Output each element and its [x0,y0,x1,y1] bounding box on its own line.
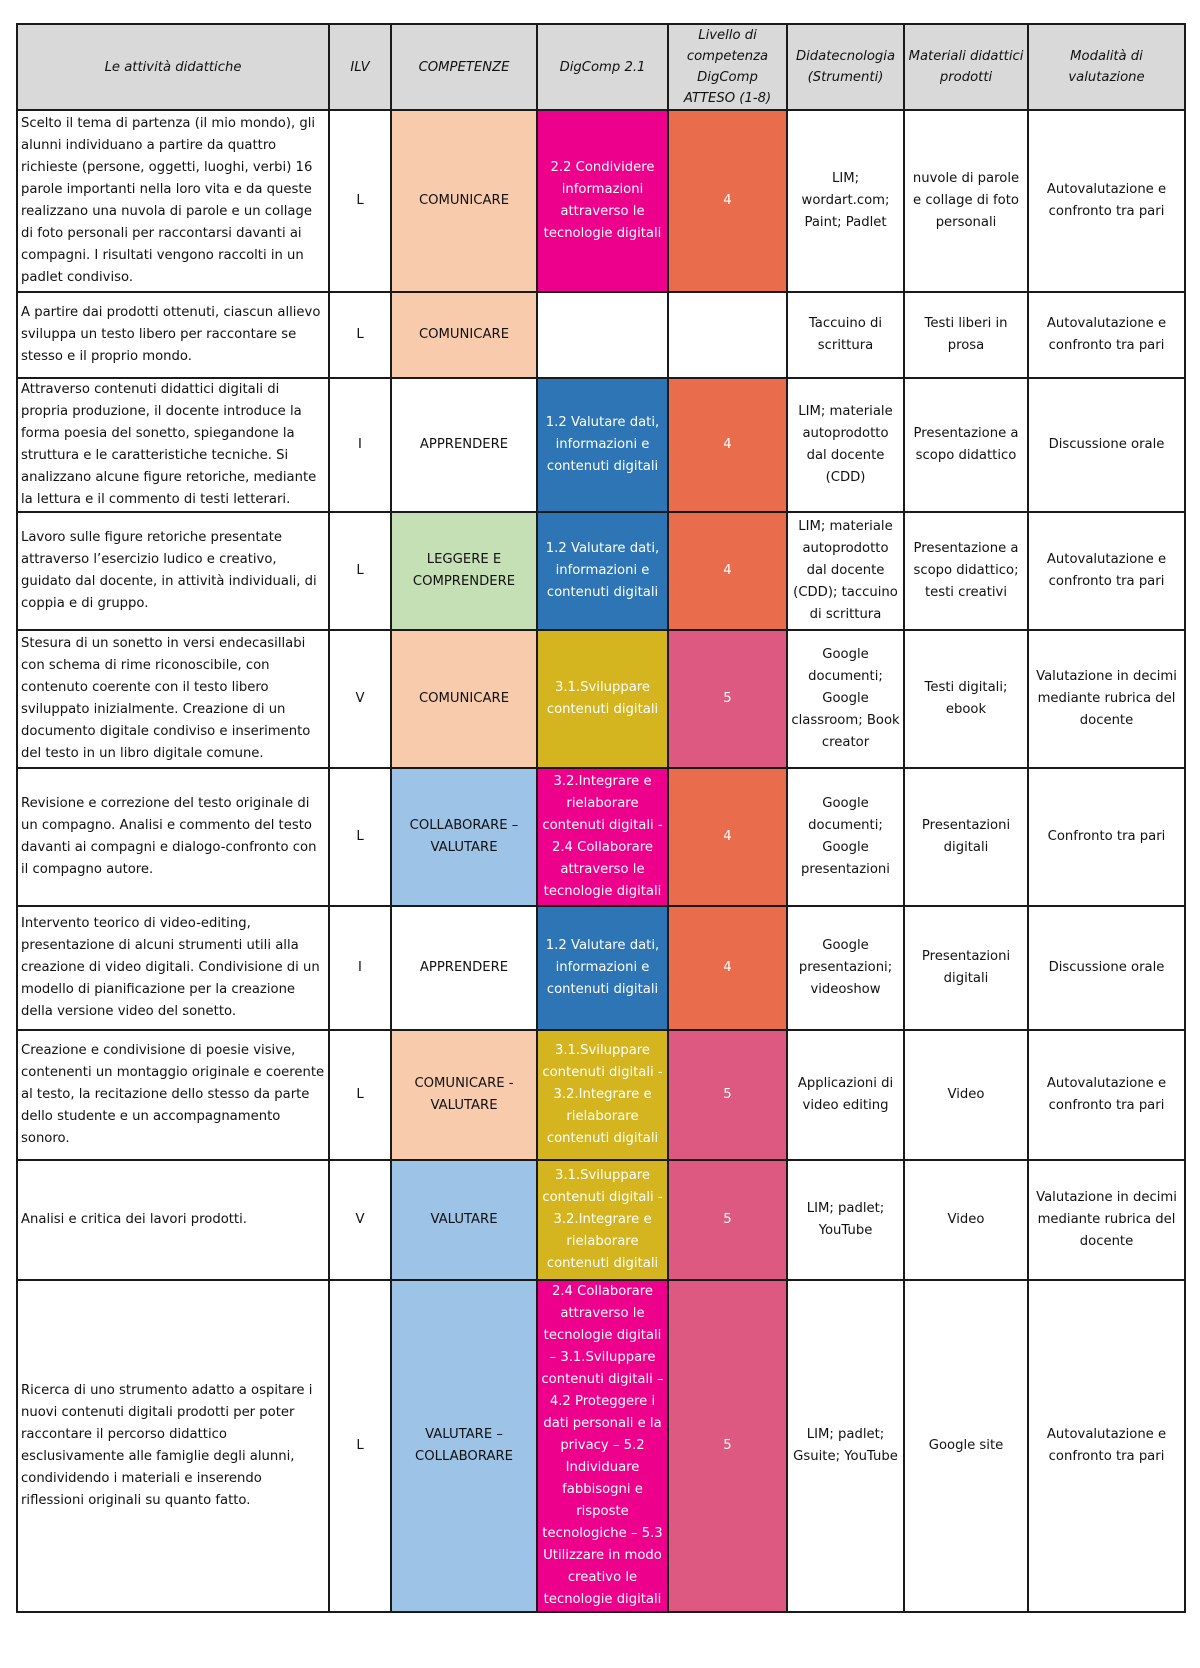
tech-cell: Google presentazioni; videoshow [787,906,904,1030]
activity-cell: Intervento teorico di video-editing, presentazione di alcuni strumenti utili alla creazione di video digitali. Condivisione di un modello di pianificazione per la creazione della versione video del sonetto. [17,906,329,1030]
activity-cell: Lavoro sulle figure retoriche presentate attraverso l’esercizio ludico e creativo, guidato dal docente, in attività individuali, di coppia e di gruppo. [17,512,329,630]
table-row [17,1280,1185,1612]
level-cell [668,292,787,378]
assessment-cell: Autovalutazione e confronto tra pari [1028,1280,1185,1612]
ilv-cell: L [329,110,391,292]
materials-cell: nuvole di parole e collage di foto personali [904,110,1028,292]
activity-cell: Attraverso contenuti didattici digitali di propria produzione, il docente introduce la forma poesia del sonetto, spiegandone la struttura e le caratteristiche tecniche. Si analizzano alcune figure retoriche, mediante la lettura e il commento di testi letterari. [17,378,329,512]
header-digcomp: DigComp 2.1 [537,24,668,110]
level-cell: 4 [668,512,787,630]
table-row [17,110,1185,292]
digcomp-cell [537,292,668,378]
competenze-cell: COMUNICARE [391,110,537,292]
digcomp-cell: 1.2 Valutare dati, informazioni e contenuti digitali [537,906,668,1030]
level-cell: 5 [668,630,787,768]
assessment-cell: Autovalutazione e confronto tra pari [1028,110,1185,292]
tech-cell: Google documenti; Google presentazioni [787,768,904,906]
competenze-cell: APPRENDERE [391,906,537,1030]
tech-cell: Google documenti; Google classroom; Book creator [787,630,904,768]
activities-table [16,23,1186,1613]
competenze-cell: COLLABORARE – VALUTARE [391,768,537,906]
digcomp-cell: 2.2 Condividere informazioni attraverso le tecnologie digitali [537,110,668,292]
ilv-cell: L [329,292,391,378]
header-level: Livello di competenza DigComp ATTESO (1-8) [668,24,787,110]
table-row [17,630,1185,768]
table-row [17,1030,1185,1160]
digcomp-cell: 3.2.Integrare e rielaborare contenuti digitali - 2.4 Collaborare attraverso le tecnologie digitali [537,768,668,906]
materials-cell: Video [904,1160,1028,1280]
activity-cell: Creazione e condivisione di poesie visive, contenenti un montaggio originale e coerente al testo, la recitazione dello stesso da parte dello studente e un accompagnamento sonoro. [17,1030,329,1160]
materials-cell: Presentazione a scopo didattico [904,378,1028,512]
header-competenze: COMPETENZE [391,24,537,110]
materials-cell: Presentazioni digitali [904,768,1028,906]
tech-cell: LIM; padlet; Gsuite; YouTube [787,1280,904,1612]
table-row [17,768,1185,906]
level-cell: 5 [668,1030,787,1160]
competenze-cell: LEGGERE E COMPRENDERE [391,512,537,630]
ilv-cell: I [329,378,391,512]
ilv-cell: L [329,768,391,906]
assessment-cell: Autovalutazione e confronto tra pari [1028,1030,1185,1160]
header-assessment: Modalità di valutazione [1028,24,1185,110]
digcomp-cell: 1.2 Valutare dati, informazioni e contenuti digitali [537,378,668,512]
header-materials: Materiali didattici prodotti [904,24,1028,110]
header-row [17,24,1185,110]
table-row [17,1160,1185,1280]
ilv-cell: L [329,1280,391,1612]
materials-cell: Presentazioni digitali [904,906,1028,1030]
assessment-cell: Discussione orale [1028,378,1185,512]
level-cell: 4 [668,110,787,292]
assessment-cell: Valutazione in decimi mediante rubrica del docente [1028,630,1185,768]
assessment-cell: Valutazione in decimi mediante rubrica del docente [1028,1160,1185,1280]
ilv-cell: L [329,512,391,630]
tech-cell: Applicazioni di video editing [787,1030,904,1160]
assessment-cell: Autovalutazione e confronto tra pari [1028,292,1185,378]
table-row [17,378,1185,512]
competenze-cell: COMUNICARE - VALUTARE [391,1030,537,1160]
digcomp-cell: 1.2 Valutare dati, informazioni e contenuti digitali [537,512,668,630]
assessment-cell: Autovalutazione e confronto tra pari [1028,512,1185,630]
materials-cell: Presentazione a scopo didattico; testi creativi [904,512,1028,630]
table-row [17,292,1185,378]
table-row [17,512,1185,630]
competenze-cell: COMUNICARE [391,630,537,768]
digcomp-cell: 3.1.Sviluppare contenuti digitali [537,630,668,768]
level-cell: 4 [668,906,787,1030]
activity-cell: Scelto il tema di partenza (il mio mondo), gli alunni individuano a partire da quattro richieste (persone, oggetti, luoghi, verbi) 16 parole importanti nella loro vita e da queste realizzano una nuvola di parole e un collage di foto personali per raccontarsi davanti ai compagni. I risultati vengono raccolti in un padlet condiviso. [17,110,329,292]
materials-cell: Testi digitali; ebook [904,630,1028,768]
digcomp-cell: 3.1.Sviluppare contenuti digitali - 3.2.Integrare e rielaborare contenuti digitali [537,1160,668,1280]
level-cell: 4 [668,768,787,906]
materials-cell: Google site [904,1280,1028,1612]
ilv-cell: V [329,630,391,768]
header-ilv: ILV [329,24,391,110]
tech-cell: LIM; materiale autoprodotto dal docente (CDD); taccuino di scrittura [787,512,904,630]
tech-cell: LIM; wordart.com; Paint; Padlet [787,110,904,292]
materials-cell: Testi liberi in prosa [904,292,1028,378]
ilv-cell: I [329,906,391,1030]
activity-cell: Stesura di un sonetto in versi endecasillabi con schema di rime riconoscibile, con contenuto coerente con il testo libero sviluppato inizialmente. Creazione di un documento digitale condiviso e inserimento del testo in un libro digitale comune. [17,630,329,768]
tech-cell: Taccuino di scrittura [787,292,904,378]
activity-cell: A partire dai prodotti ottenuti, ciascun allievo sviluppa un testo libero per raccontare se stesso e il proprio mondo. [17,292,329,378]
competenze-cell: COMUNICARE [391,292,537,378]
tech-cell: LIM; materiale autoprodotto dal docente (CDD) [787,378,904,512]
ilv-cell: L [329,1030,391,1160]
table-row [17,906,1185,1030]
level-cell: 4 [668,378,787,512]
competenze-cell: VALUTARE [391,1160,537,1280]
digcomp-cell: 2.4 Collaborare attraverso le tecnologie digitali – 3.1.Sviluppare contenuti digitali – 4.2 Proteggere i dati personali e la privacy – 5.2 Individuare fabbisogni e risposte tecnologiche – 5.3 Utilizzare in modo creativo le tecnologie digitali [537,1280,668,1612]
assessment-cell: Confronto tra pari [1028,768,1185,906]
competenze-cell: APPRENDERE [391,378,537,512]
tech-cell: LIM; padlet; YouTube [787,1160,904,1280]
header-activity: Le attività didattiche [17,24,329,110]
level-cell: 5 [668,1280,787,1612]
competenze-cell: VALUTARE – COLLABORARE [391,1280,537,1612]
digcomp-cell: 3.1.Sviluppare contenuti digitali - 3.2.Integrare e rielaborare contenuti digitali [537,1030,668,1160]
assessment-cell: Discussione orale [1028,906,1185,1030]
header-tech: Didatecnologia (Strumenti) [787,24,904,110]
ilv-cell: V [329,1160,391,1280]
materials-cell: Video [904,1030,1028,1160]
activity-cell: Analisi e critica dei lavori prodotti. [17,1160,329,1280]
activity-cell: Ricerca di uno strumento adatto a ospitare i nuovi contenuti digitali prodotti per poter raccontare il percorso didattico esclusivamente alle famiglie degli alunni, condividendo i materiali e inserendo riflessioni originali su quanto fatto. [17,1280,329,1612]
level-cell: 5 [668,1160,787,1280]
activity-cell: Revisione e correzione del testo originale di un compagno. Analisi e commento del testo davanti ai compagni e dialogo-confronto con il compagno autore. [17,768,329,906]
